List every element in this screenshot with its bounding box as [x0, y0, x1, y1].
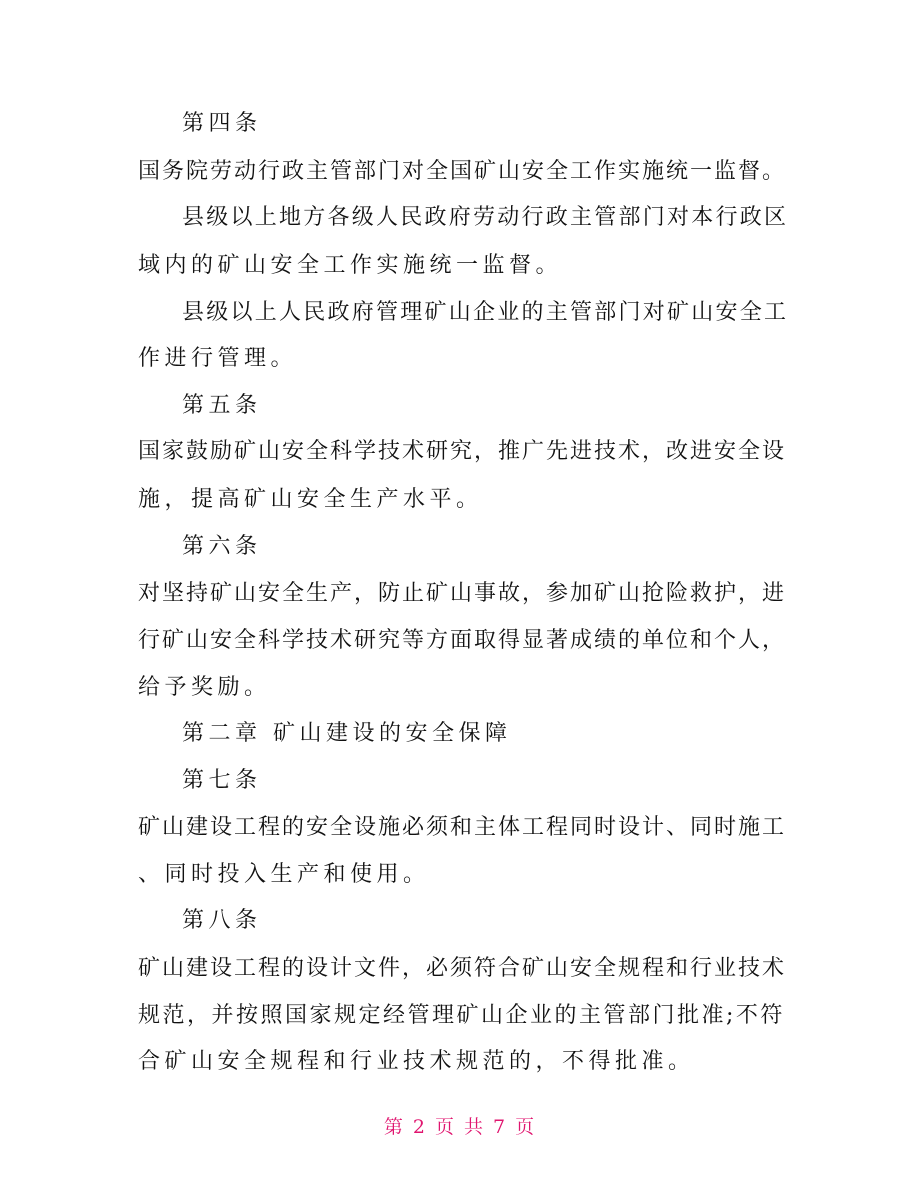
- paragraph-line: 矿山建设工程的设计文件，必须符合矿山安全规程和行业技术: [138, 956, 787, 981]
- paragraph-line: 规范，并按照国家规定经管理矿山企业的主管部门批准;不符: [138, 1003, 785, 1028]
- paragraph-line: 给予奖励。: [138, 675, 271, 700]
- paragraph-line: 国家鼓励矿山安全科学技术研究，推广先进技术，改进安全设: [138, 439, 787, 464]
- article-heading: 第四条: [182, 111, 262, 136]
- paragraph-line: 作进行管理。: [138, 346, 298, 371]
- paragraph-line: 行矿山安全科学技术研究等方面取得显著成绩的单位和个人，: [138, 628, 787, 653]
- page-number-footer: 第 2 页 共 7 页: [383, 1116, 537, 1138]
- article-heading: 第五条: [182, 393, 262, 418]
- paragraph-line: 矿山建设工程的安全设施必须和主体工程同时设计、同时施工: [138, 815, 787, 840]
- paragraph-line: 县级以上人民政府管理矿山企业的主管部门对矿山安全工: [182, 300, 789, 325]
- paragraph-line: 施，提高矿山安全生产水平。: [138, 487, 483, 512]
- chapter-heading: 第二章 矿山建设的安全保障: [182, 721, 512, 746]
- paragraph-line: 域内的矿山安全工作实施统一监督。: [138, 253, 563, 278]
- paragraph-line: 、同时投入生产和使用。: [138, 862, 430, 887]
- paragraph-line: 县级以上地方各级人民政府劳动行政主管部门对本行政区: [182, 205, 789, 230]
- article-heading: 第六条: [182, 534, 262, 559]
- paragraph-line: 国务院劳动行政主管部门对全国矿山安全工作实施统一监督。: [138, 159, 787, 184]
- article-heading: 第七条: [182, 768, 262, 793]
- paragraph-line: 合矿山安全规程和行业技术规范的，不得批准。: [138, 1049, 695, 1074]
- article-heading: 第八条: [182, 908, 262, 933]
- paragraph-line: 对坚持矿山安全生产，防止矿山事故，参加矿山抢险救护，进: [138, 581, 787, 606]
